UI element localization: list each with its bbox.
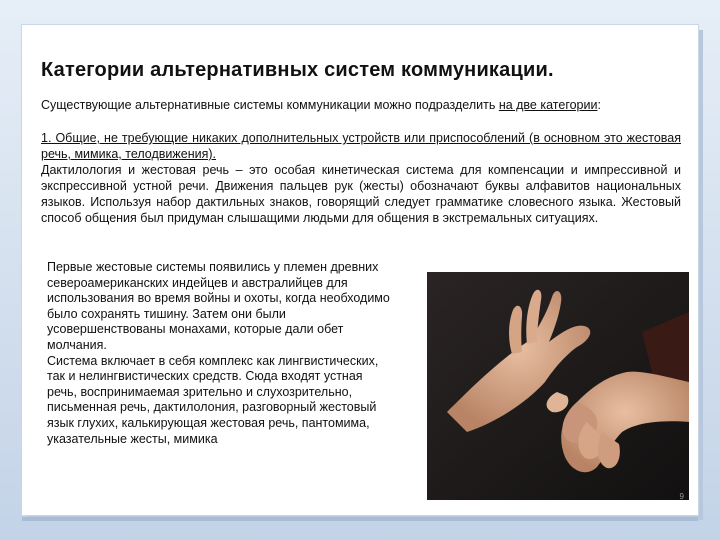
point-1-block xyxy=(41,130,681,226)
intro-lead: Существующие альтернативные системы коммуникации можно подразделить xyxy=(41,98,499,112)
hands-illustration xyxy=(427,272,689,500)
left-column-text xyxy=(47,260,392,447)
intro-end: : xyxy=(597,98,601,112)
hands-gesture-photo xyxy=(427,272,689,500)
left-paragraph-1: Первые жестовые системы появились у племен древних североамериканских индейцев и австралийцев для использования во время войны и охоты, когда необходимо было сохранять тишину. Затем они были усовершенствованы монахами, которые дали обет молчания. xyxy=(47,260,390,352)
slide-title: Категории альтернативных систем коммуникации. xyxy=(41,59,554,81)
point-1-heading: 1. Общие, не требующие никаких дополнительных устройств или приспособлений (в основном это жестовая речь, мимика, телодвижения). xyxy=(41,131,681,161)
intro-text xyxy=(41,97,681,113)
slide-bottom-bar xyxy=(22,517,698,521)
point-1-body: Дактилология и жестовая речь – это особая кинетическая система для компенсации и импрессивной и экспрессивной устной речи. Движения пальцев рук (жесты) обозначают буквы алфавитов национальных языков. Используя набор дактильных знаков, говорящий следует грамматике словесного языка. Жестовый способ общения был придуман слышащими людьми для общения в экстремальных ситуациях. xyxy=(41,163,681,225)
slide xyxy=(22,25,698,515)
left-paragraph-2: Система включает в себя комплекс как лингвистических, так и нелингвистических средств. Сюда входят устная речь, воспринимаемая зрительно и слухозрительно, письменная речь, дактилолония, разговорный жестовый язык глухих, калькирующая жестовая речь, пантомима, указательные жесты, мимика xyxy=(47,353,379,446)
page-number: 9 xyxy=(679,492,684,501)
intro-underlined: на две категории xyxy=(498,98,598,112)
